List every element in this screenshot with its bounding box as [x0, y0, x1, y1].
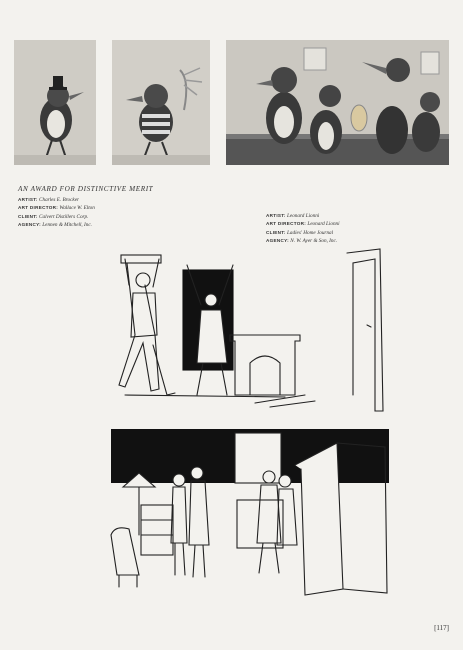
- credits-right: [266, 212, 340, 245]
- credit-value: Leonard Lionni: [287, 213, 320, 219]
- illustration-wallpaper-scene: [105, 245, 395, 415]
- credit-row: [266, 212, 340, 220]
- credit-row: [266, 229, 340, 237]
- credit-key: ARTIST:: [18, 197, 38, 202]
- credit-value: Calvert Distillers Corp.: [39, 213, 89, 220]
- credit-key: ARTIST:: [266, 213, 286, 218]
- credit-row: [266, 220, 340, 228]
- credit-key: CLIENT:: [266, 229, 286, 235]
- credit-key: AGENCY:: [18, 221, 41, 227]
- credit-row: [18, 221, 95, 229]
- credit-key: ART DIRECTOR:: [266, 221, 307, 227]
- credits-left: [18, 196, 95, 229]
- credit-key: CLIENT:: [18, 213, 38, 219]
- credit-value: Ladies' Home Journal: [287, 229, 334, 236]
- page-number: [117]: [434, 624, 449, 632]
- illustration-room-scene: [105, 425, 395, 605]
- credit-value: Wallace W. Elton: [59, 205, 95, 212]
- credit-value: Leonard Lionni: [307, 221, 340, 228]
- award-title: AN AWARD FOR DISTINCTIVE MERIT: [18, 185, 154, 193]
- credit-row: [266, 237, 340, 245]
- credit-key: AGENCY:: [266, 237, 289, 243]
- credit-value: Charles E. Brocker: [39, 197, 80, 203]
- credit-row: [18, 213, 95, 221]
- credit-value: N. W. Ayer & Son, Inc.: [290, 237, 338, 244]
- credit-row: [18, 196, 95, 204]
- credit-row: [18, 204, 95, 212]
- credit-value: Lennen & Mitchell, Inc.: [42, 221, 92, 228]
- photo-bird-top-hat: [14, 40, 96, 165]
- credit-key: ART DIRECTOR:: [18, 205, 59, 211]
- photo-birds-at-bar: [226, 40, 449, 165]
- photo-bird-striped-shirt: [112, 40, 210, 165]
